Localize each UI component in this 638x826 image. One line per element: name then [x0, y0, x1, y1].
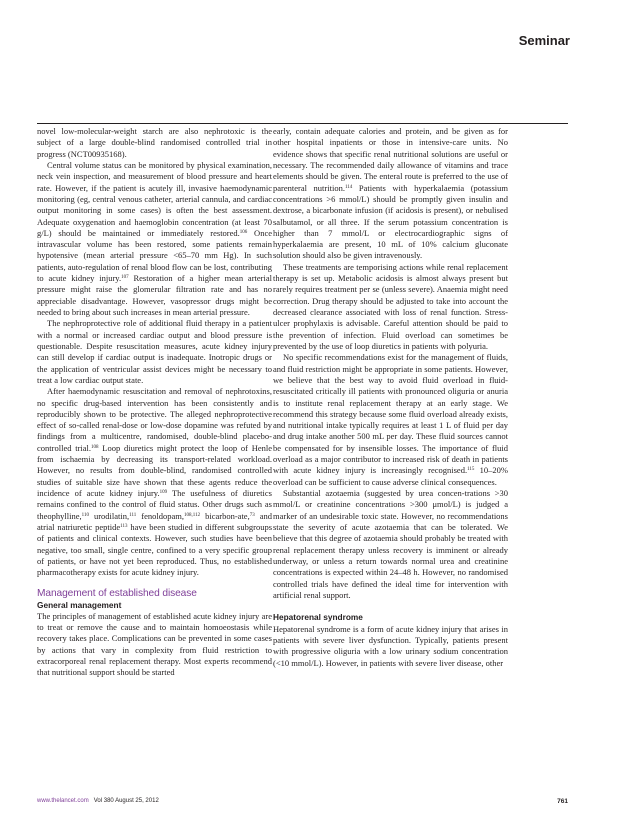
reference-citation[interactable]: 113: [120, 523, 128, 529]
subsection-heading: Hepatorenal syndrome: [273, 612, 363, 623]
reference-citation[interactable]: 108,112: [184, 512, 201, 518]
header-rule: [37, 123, 568, 124]
reference-citation[interactable]: 109: [159, 490, 168, 495]
section-heading: Management of established disease: [37, 587, 197, 599]
reference-citation[interactable]: 111: [129, 512, 137, 518]
paragraph: No specific recommendations exist for the management of fluids, and fluid restriction might be appropriate in some patients. However, we believe that the best way to avoid fluid overload in fluid-resuscitated critically ill patients with pronounced oliguria or anuria is to institute renal replacement therapy at an early stage. We recommend this strategy because some fluid overload already exists, and nutritional intake typically requires at least 1 L of fluid per day and drug intake another 500 mL per day. These fluid sources cannot be compensated for by insensible losses. The importance of fluid overload as a major contributor to increased risk of death in patients with acute kidney injury is increasingly recognised.$^{115}$ 10–20% overload can be sufficient to cause adverse clinical consequences.: [273, 352, 508, 487]
paragraph: After haemodynamic resuscitation and removal of nephrotoxins, no specific drug-based intervention has been consistently and reproducibly shown to be protective. The alleged nephroprotective effect of so-called renal-dose or low-dose dopamine was refuted by findings from a multicentre, randomised, double-blind placebo-controlled trial.$^{108}$ Loop diuretics might protect the loop of Henle from ischaemia by decreasing its transport-related workload. However, no results from double-blind, randomised controlled studies of suitable size have shown that these agents reduce the incidence of acute kidney injury.$^{109}$ The usefulness of diuretics remains confined to the control of fluid status. Other drugs such as theophylline,$^{110}$ urodilatin,$^{111}$ fenoldopam,$^{108,112}$ bicarbon-ate,$^{73}$ and atrial natriuretic peptide$^{113}$ have been studied in different subgroups of patients and clinical contexts. However, such studies have been negative, too small, single centre, confined to a very specific group of patients, or have not yet been reproduced. Thus, no established pharmacotherapy exists for acute kidney injury.: [37, 386, 273, 578]
left-column: [37, 126, 272, 679]
page-footer: [37, 798, 568, 810]
footer-citation: [37, 798, 159, 804]
right-column: [273, 126, 508, 669]
subsection-heading: General management: [37, 599, 122, 610]
page-number: 761: [557, 798, 568, 805]
reference-citation[interactable]: 110: [81, 512, 89, 518]
paragraph: These treatments are temporising actions while renal replacement therapy is set up. Metabolic acidosis is almost always present but rarely requires treatment per se (unless severe). Anaemia might need correction. Drug therapy should be adjusted to take into account the decreased clearance associated with loss of renal function. Stress-ulcer prophylaxis is advisable. Careful attention should be paid to the prevention of infection. Fluid overload can sometimes be prevented by the use of loop diuretics in patients with polyuria.: [273, 261, 508, 351]
reference-citation[interactable]: 114: [344, 184, 353, 190]
page-header: [0, 0, 638, 60]
paragraph: Central volume status can be monitored by physical examination, neck vein inspection, and measurement of blood pressure and heart rate. However, if the patient is acutely ill, invasive haemodynamic monitoring (eg, central venous catheter, arterial cannula, and cardiac output monitoring in some cases) is often the best assessment. Adequate oxygenation and haemoglobin concentration (at least 70 g/L) should be maintained or immediately restored.$^{106}$ Once intravascular volume has been restored, some patients remain hypotensive (mean arterial pressure <65–70 mm Hg). In such patients, auto-regulation of renal blood flow can be lost, contributing to acute kidney injury.$^{107}$ Restoration of a higher mean arterial pressure might raise the glomerular filtration rate and has no appreciable disadvantage. However, vasopressor drugs might be needed to bring about such increases in mean arterial pressure.: [37, 159, 272, 317]
footer-site-link[interactable]: www.thelancet.com: [37, 798, 89, 804]
reference-citation[interactable]: 107: [121, 275, 129, 281]
paragraph: Substantial azotaemia (suggested by urea concen-trations >30 mmol/L or creatinine concentrations >300 μmol/L) is judged a marker of an undesirable toxic state. However, no recommendations state the severity of acute azotaemia that can be tolerated. We believe that this degree of azotaemia should probably be treated with renal replacement therapy unless recovery is imminent or already underway, or unless a return towards normal urea and creatinine concentrations is expected within 24–48 h. However, no randomised controlled trials have defined the ideal time for intervention with artificial renal support.: [273, 488, 508, 600]
paragraph: The principles of management of established acute kidney injury are to treat or remove the cause and to maintain homoeostasis while recovery takes place. Complications can be prevented in some cases by actions that vary in complexity from fluid restriction to extracorporeal renal replacement therapy. Most experts recommend that nutritional support should be started: [37, 610, 272, 678]
reference-citation[interactable]: 115: [467, 467, 475, 473]
reference-citation[interactable]: 73: [249, 512, 255, 518]
paragraph: novel low-molecular-weight starch are also nephrotoxic is the subject of a large double-blind randomised controlled trial in progress (NCT00935168).: [37, 126, 272, 159]
paragraph: Hepatorenal syndrome is a form of acute kidney injury that arises in patients with severe liver dysfunction. Typically, patients present with progressive oliguria with a low urinary sodium concentration (<10 mmol/L). However, in patients with severe liver disease, other: [273, 623, 508, 668]
footer-volume: Vol 380 August 25, 2012: [93, 798, 159, 804]
reference-citation[interactable]: 106: [239, 229, 248, 235]
paragraph: The nephroprotective role of additional fluid therapy in a patient with a normal or increased cardiac output and blood pressure is questionable. Despite resuscitation measures, acute kidney injury can still develop if cardiac output is inadequate. Inotropic drugs or the application of ventricular assist devices might be necessary to treat a low cardiac output state.: [37, 318, 272, 385]
paragraph: early, contain adequate calories and protein, and be given as for other hospital inpatients or those in intensive-care units. No evidence shows that specific renal nutritional solutions are useful or necessary. The recommended daily allowance of vitamins and trace elements should be given. The enteral route is preferred to the use of parenteral nutrition.$^{114}$ Patients with hyperkalaemia (potassium concentrations >6 mmol/L) should be promptly given insulin and dextrose, a bicarbonate infusion (if acidosis is present), or nebulised salbutamol, or all three. If the serum potassium concentration is higher than 7 mmol/L or electrocardiographic signs of hyperkalaemia are present, 10 mL of 10% calcium gluconate solution should also be given intravenously.: [273, 126, 508, 261]
reference-citation[interactable]: 108: [91, 444, 99, 450]
section-label: Seminar: [518, 33, 570, 48]
